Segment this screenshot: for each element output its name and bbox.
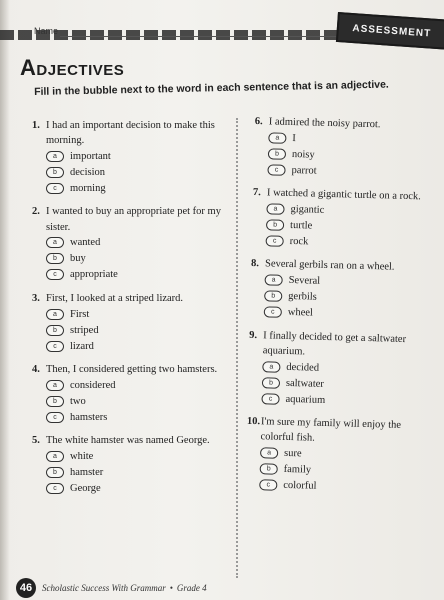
question-sentence: Several gerbils ran on a wheel. <box>264 258 395 274</box>
grade-label: Grade 4 <box>176 583 207 593</box>
answer-word: wanted <box>70 237 101 249</box>
answer-bubble[interactable]: a <box>260 447 278 458</box>
question-number: 6. <box>254 115 263 128</box>
answer-bubble[interactable]: c <box>261 393 279 404</box>
answer-word: family <box>283 463 312 476</box>
answer-word: wheel <box>287 307 314 319</box>
name-label: Name <box>34 26 59 36</box>
answer-bubble[interactable]: b <box>46 396 64 407</box>
question-number: 3. <box>32 292 40 304</box>
answer-bubble[interactable]: c <box>46 412 64 423</box>
question-sentence: I had an important decision to make this morning. <box>46 120 215 147</box>
question-item <box>32 291 222 354</box>
answer-choice[interactable] <box>46 322 222 338</box>
answer-choice[interactable] <box>46 251 222 267</box>
answer-bubble[interactable]: c <box>266 235 284 246</box>
answer-bubble[interactable]: b <box>260 463 278 474</box>
question-number: 10. <box>246 415 261 428</box>
name-write-line[interactable] <box>60 36 340 37</box>
answer-word: gerbils <box>288 291 317 303</box>
answer-bubble[interactable]: a <box>46 237 64 248</box>
answer-choice[interactable] <box>46 377 222 393</box>
answer-word: important <box>70 150 111 162</box>
answer-word: hamsters <box>70 411 108 423</box>
question-sentence: I wanted to buy an appropriate pet for my sister. <box>46 206 221 233</box>
answer-choice[interactable] <box>46 449 222 465</box>
question-text <box>32 118 222 148</box>
answer-bubble[interactable]: a <box>265 274 283 285</box>
answer-choice[interactable] <box>46 465 222 481</box>
question-number: 2. <box>32 206 40 218</box>
answer-word: buy <box>70 253 86 265</box>
answer-bubble[interactable]: b <box>46 253 64 264</box>
answer-word: hamster <box>70 467 104 479</box>
question-sentence: Then, I considered getting two hamsters. <box>46 364 218 376</box>
answer-word: Several <box>288 275 321 287</box>
question-item <box>253 114 435 182</box>
answer-word: appropriate <box>70 269 118 281</box>
question-item <box>32 204 222 282</box>
answer-bubble[interactable]: c <box>46 341 64 352</box>
question-sentence: I watched a gigantic turtle on a rock. <box>266 187 421 203</box>
answer-word: rock <box>289 235 309 248</box>
answer-word: noisy <box>291 148 315 161</box>
answer-word: First <box>70 308 90 320</box>
question-number: 5. <box>32 435 40 447</box>
answer-choice[interactable] <box>261 390 427 410</box>
answer-bubble[interactable]: c <box>46 183 64 194</box>
answer-bubble[interactable]: c <box>46 483 64 494</box>
answer-choice[interactable] <box>267 162 433 182</box>
answer-word: George <box>70 483 101 495</box>
answer-bubble[interactable]: a <box>46 451 64 462</box>
answer-choice[interactable] <box>46 393 222 409</box>
answer-bubble[interactable]: a <box>262 361 280 372</box>
answer-choice[interactable] <box>46 267 222 283</box>
question-text <box>249 328 430 363</box>
question-text <box>32 291 222 306</box>
answer-choice[interactable] <box>46 235 222 251</box>
answer-choice[interactable] <box>46 148 222 164</box>
answer-bubble[interactable]: b <box>264 290 282 301</box>
binding-shadow <box>0 0 10 600</box>
answer-word: striped <box>70 324 99 336</box>
answer-word: saltwater <box>285 377 325 390</box>
answer-bubble[interactable]: b <box>262 377 280 388</box>
question-item <box>32 433 222 496</box>
answer-bubble[interactable]: c <box>267 164 285 175</box>
answer-word: I <box>292 132 297 144</box>
answer-choice[interactable] <box>46 306 222 322</box>
question-sentence: I'm sure my family will enjoy the colorful fish. <box>260 416 402 444</box>
footer-separator: • <box>169 583 173 593</box>
question-number: 8. <box>250 258 260 270</box>
answer-word: decided <box>286 361 320 374</box>
answer-word: sure <box>283 447 302 460</box>
question-sentence: The white hamster was named George. <box>46 435 210 447</box>
answer-bubble[interactable]: c <box>264 306 282 317</box>
question-text <box>32 362 222 377</box>
answer-bubble[interactable]: b <box>46 167 64 178</box>
question-text <box>32 433 222 448</box>
answer-bubble[interactable]: b <box>46 325 64 336</box>
question-number: 9. <box>249 329 258 341</box>
question-sentence: First, I looked at a striped lizard. <box>46 292 184 304</box>
right-column <box>245 114 435 505</box>
answer-word: morning <box>70 182 106 194</box>
answer-bubble[interactable]: b <box>46 467 64 478</box>
answer-bubble[interactable]: a <box>268 132 286 143</box>
answer-word: decision <box>70 166 105 178</box>
instructions: Fill in the bubble next to the word in each sentence that is an adjective. <box>34 78 389 98</box>
question-item <box>250 256 432 324</box>
page-number-badge: 46 <box>16 578 36 598</box>
answer-word: gigantic <box>290 203 325 216</box>
answer-bubble[interactable]: c <box>259 479 277 490</box>
answer-choice[interactable] <box>259 477 425 497</box>
answer-word: turtle <box>289 219 313 232</box>
left-column <box>32 118 222 505</box>
answer-bubble[interactable]: b <box>268 148 286 159</box>
column-divider <box>236 118 238 578</box>
question-text <box>32 204 222 234</box>
answer-bubble[interactable]: a <box>46 151 64 162</box>
answer-word: aquarium <box>285 393 326 406</box>
footer <box>16 578 207 598</box>
answer-bubble[interactable]: a <box>46 380 64 391</box>
book-title: Scholastic Success With Grammar <box>42 583 166 593</box>
answer-choice[interactable] <box>264 304 430 324</box>
question-item <box>251 185 433 253</box>
answer-word: two <box>70 395 86 407</box>
answer-choice[interactable] <box>46 338 222 354</box>
assessment-tab: ASSESSMENT <box>336 12 444 50</box>
answer-word: lizard <box>70 340 94 352</box>
answer-choice[interactable] <box>265 233 431 253</box>
question-text <box>246 414 427 449</box>
answer-choice[interactable] <box>46 409 222 425</box>
question-number: 7. <box>252 187 261 199</box>
question-number: 1. <box>32 120 40 131</box>
question-item <box>32 362 222 425</box>
answer-bubble[interactable]: b <box>266 219 284 230</box>
answer-choice[interactable] <box>46 164 222 180</box>
answer-bubble[interactable]: a <box>46 309 64 320</box>
answer-word: white <box>70 451 94 463</box>
answer-word: considered <box>70 379 116 391</box>
answer-bubble[interactable]: a <box>266 203 284 214</box>
page-title: Adjectives <box>20 55 125 80</box>
question-number: 4. <box>32 364 40 376</box>
question-item <box>32 118 222 196</box>
answer-choice[interactable] <box>46 180 222 196</box>
answer-word: parrot <box>291 164 317 177</box>
answer-bubble[interactable]: c <box>46 269 64 280</box>
question-sentence: I finally decided to get a saltwater aquarium. <box>262 329 407 358</box>
question-item <box>245 414 427 497</box>
question-sentence: I admired the noisy parrot. <box>268 116 381 131</box>
question-item <box>247 328 429 411</box>
answer-word: colorful <box>283 479 317 492</box>
answer-choice[interactable] <box>46 481 222 497</box>
